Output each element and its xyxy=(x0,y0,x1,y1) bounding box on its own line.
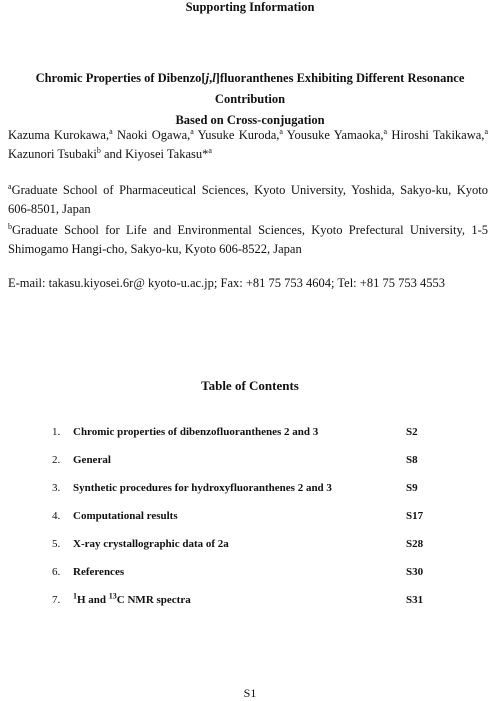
affiliation-b xyxy=(8,221,488,259)
toc-item-number: 4. xyxy=(52,510,61,522)
author-sup: b xyxy=(96,145,101,155)
toc-sup-13: 13 xyxy=(108,591,117,601)
toc-item xyxy=(0,454,500,472)
toc-item-number: 2. xyxy=(52,454,61,466)
toc-item-number: 1. xyxy=(52,426,61,438)
affiliation-a xyxy=(8,181,488,219)
author-sup: a xyxy=(279,126,283,136)
toc-item-label: Computational results xyxy=(73,510,178,522)
title-italic-l: l xyxy=(212,71,216,85)
toc-label-part: H and xyxy=(77,594,109,606)
toc-item xyxy=(0,510,500,528)
author-sup: a xyxy=(383,126,388,136)
affiliation-text: Graduate School of Pharmaceutical Sciences, Kyoto University, Yoshida, Sakyo-ku, Kyoto 606-8501, Japan xyxy=(8,183,488,216)
toc-item-label: Synthetic procedures for hydroxyfluoranthenes 2 and 3 xyxy=(73,482,332,494)
toc-item xyxy=(0,538,500,556)
author-name: Yusuke Kuroda, xyxy=(193,128,280,142)
toc-item-page: S30 xyxy=(406,566,424,578)
affiliation-sup: a xyxy=(8,181,12,191)
toc-item-label: Chromic properties of dibenzofluoranthenes 2 and 3 xyxy=(73,426,319,438)
toc-item-label: X-ray crystallographic data of 2a xyxy=(73,538,229,550)
title-line2: Based on Cross-conjugation xyxy=(175,113,325,127)
author-sup: a xyxy=(109,126,113,136)
author-name: Hiroshi Takikawa, xyxy=(387,128,485,142)
toc-item-page: S31 xyxy=(406,594,424,606)
toc-item-page: S9 xyxy=(406,482,418,494)
toc-sup-1: 1 xyxy=(73,591,77,601)
toc-item-number: 3. xyxy=(52,482,61,494)
toc-heading: Table of Contents xyxy=(201,378,299,393)
affiliation-text: Graduate School for Life and Environmental Sciences, Kyoto Prefectural University, 1-5 Shimogamo Hangi-cho, Sakyo-ku, Kyoto 606-8522, Japan xyxy=(8,223,488,256)
author-name: Kazuma Kurokawa, xyxy=(8,128,110,142)
toc-item xyxy=(0,591,500,612)
author-name: and Kiyosei Takasu* xyxy=(100,147,209,161)
title-part2: ]fluoranthenes Exhibiting Different Resonance Contribution xyxy=(214,71,465,106)
supporting-info-header: Supporting Information xyxy=(185,0,315,14)
author-sup: a xyxy=(208,145,212,155)
toc-item-label xyxy=(73,591,191,606)
contact-info: E-mail: takasu.kiyosei.6r@ kyoto-u.ac.jp; Fax: +81 75 753 4604; Tel: +81 75 753 4553 xyxy=(8,276,445,290)
toc-item xyxy=(0,426,500,444)
toc-label-part: C NMR spectra xyxy=(116,594,191,606)
toc-item-label: General xyxy=(73,454,111,466)
affiliation-sup: b xyxy=(8,221,12,231)
toc-item-label: References xyxy=(73,566,125,578)
toc-item-number: 6. xyxy=(52,566,61,578)
toc-item xyxy=(0,566,500,584)
title-comma: , xyxy=(209,71,213,85)
toc-item-page: S2 xyxy=(406,426,418,438)
title-italic-j: j xyxy=(205,71,210,85)
toc-item xyxy=(0,482,500,500)
toc-item-number: 7. xyxy=(52,594,61,606)
title-part1: Chromic Properties of Dibenzo[ xyxy=(35,71,206,85)
page-number: S1 xyxy=(243,686,257,700)
toc-item-page: S8 xyxy=(406,454,418,466)
toc-item-page: S28 xyxy=(406,538,424,550)
toc-item-page: S17 xyxy=(406,510,424,522)
toc-item-number: 5. xyxy=(52,538,61,550)
author-list xyxy=(8,126,488,164)
author-sup: a xyxy=(190,126,194,136)
author-sup: a xyxy=(484,126,488,136)
author-name: Naoki Ogawa, xyxy=(112,128,191,142)
paper-title xyxy=(20,68,480,131)
author-name: Yousuke Yamaoka, xyxy=(282,128,384,142)
author-name: Kazunori Tsubaki xyxy=(8,147,97,161)
